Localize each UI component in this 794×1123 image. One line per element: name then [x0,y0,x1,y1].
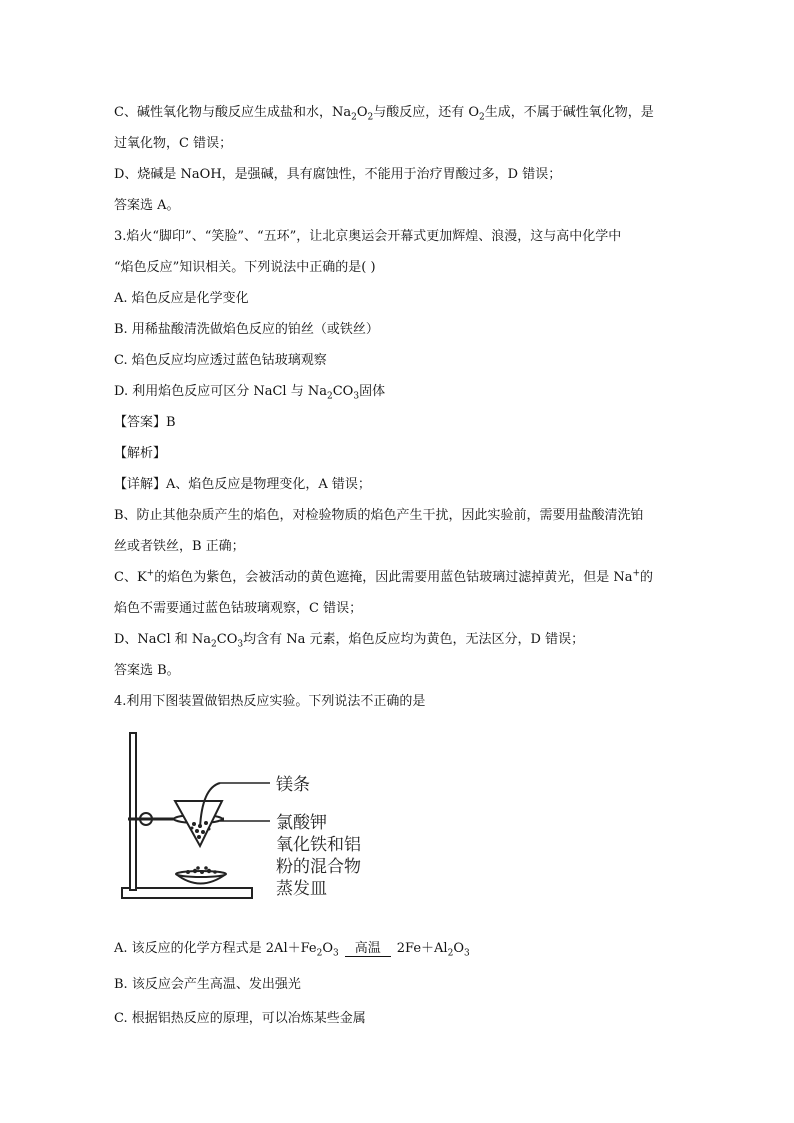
text-line-d-option: D、烧碱是 NaOH，是强碱，具有腐蚀性，不能用于治疗胃酸过多，D 错误； [114,167,562,182]
explanation-c-1: C、K+的焰色为紫色，会被活动的黄色遮掩，因此需要用蓝色钴玻璃过滤掉黄光，但是 Na+的 [114,568,654,585]
answer-heading: 【答案】B [114,415,176,430]
explanation-d: D、NaCl 和 $Na_2CO_3$均含有 Na 元素，焰色反应均为黄色，无法区分，D 错误； [114,632,585,650]
option-b: B. 用稀盐酸清洗做焰色反应的铂丝（或铁丝） [114,322,379,337]
analysis-heading: 【解析】 [114,446,167,461]
question-3-stem: 3.焰火“脚印”、“笑脸”、“五环”，让北京奥运会开幕式更加辉煌、浪漫，这与高中化学中 [114,229,622,244]
thermite-apparatus-figure [120,728,370,913]
text-line: 过氧化物，C 错误； [114,136,233,151]
label-mixture-1: 氧化铁和铝 [276,835,361,855]
paper-funnel [175,801,222,846]
answer-line: 答案选 A。 [114,198,180,213]
label-evaporating-dish: 蒸发皿 [276,879,327,899]
stand-base [122,888,252,898]
question-4-option-a: A. 该反应的化学方程式是 $2Al+Fe_2O_3$ 高温 $2Fe+Al_2O_3$ [114,941,470,959]
explanation-b-1: B、防止其他杂质产生的焰色，对检验物质的焰色产生干扰，因此实验前，需要用盐酸清洗铂 [114,508,644,523]
option-a: A. 焰色反应是化学变化 [114,291,249,306]
label-mixture-2: 粉的混合物 [276,857,361,877]
text-line-c-option: C、碱性氧化物与酸反应生成盐和水，$Na_2O_2$与酸反应，还有 $O_2$生成，不属于碱性氧化物，是 [114,105,654,123]
option-c: C. 焰色反应均应透过蓝色钴玻璃观察 [114,353,327,368]
option-d: D. 利用焰色反应可区分 NaCl 与 $Na_2CO_3$固体 [114,384,386,402]
detail-line: 【详解】A、焰色反应是物理变化，A 错误； [114,477,371,492]
label-potassium-chlorate: 氯酸钾 [276,813,327,833]
apparatus-diagram [120,728,370,913]
stand-rod [130,733,136,890]
explanation-b-2: 丝或者铁丝，B 正确； [114,539,245,554]
question-4-stem: 4.利用下图装置做铝热反应实验。下列说法不正确的是 [114,694,426,709]
question-4-option-b: B. 该反应会产生高温、发出强光 [114,977,301,992]
answer-line: 答案选 B。 [114,663,180,678]
reaction-condition: 高温 [345,942,391,957]
question-4-option-c: C. 根据铝热反应的原理，可以冶炼某些金属 [114,1011,366,1026]
label-magnesium-strip: 镁条 [276,775,310,795]
explanation-c-2: 焰色不需要通过蓝色钴玻璃观察，C 错误； [114,601,363,616]
question-3-stem-2: “焰色反应”知识相关。下列说法中正确的是( ) [114,260,376,275]
